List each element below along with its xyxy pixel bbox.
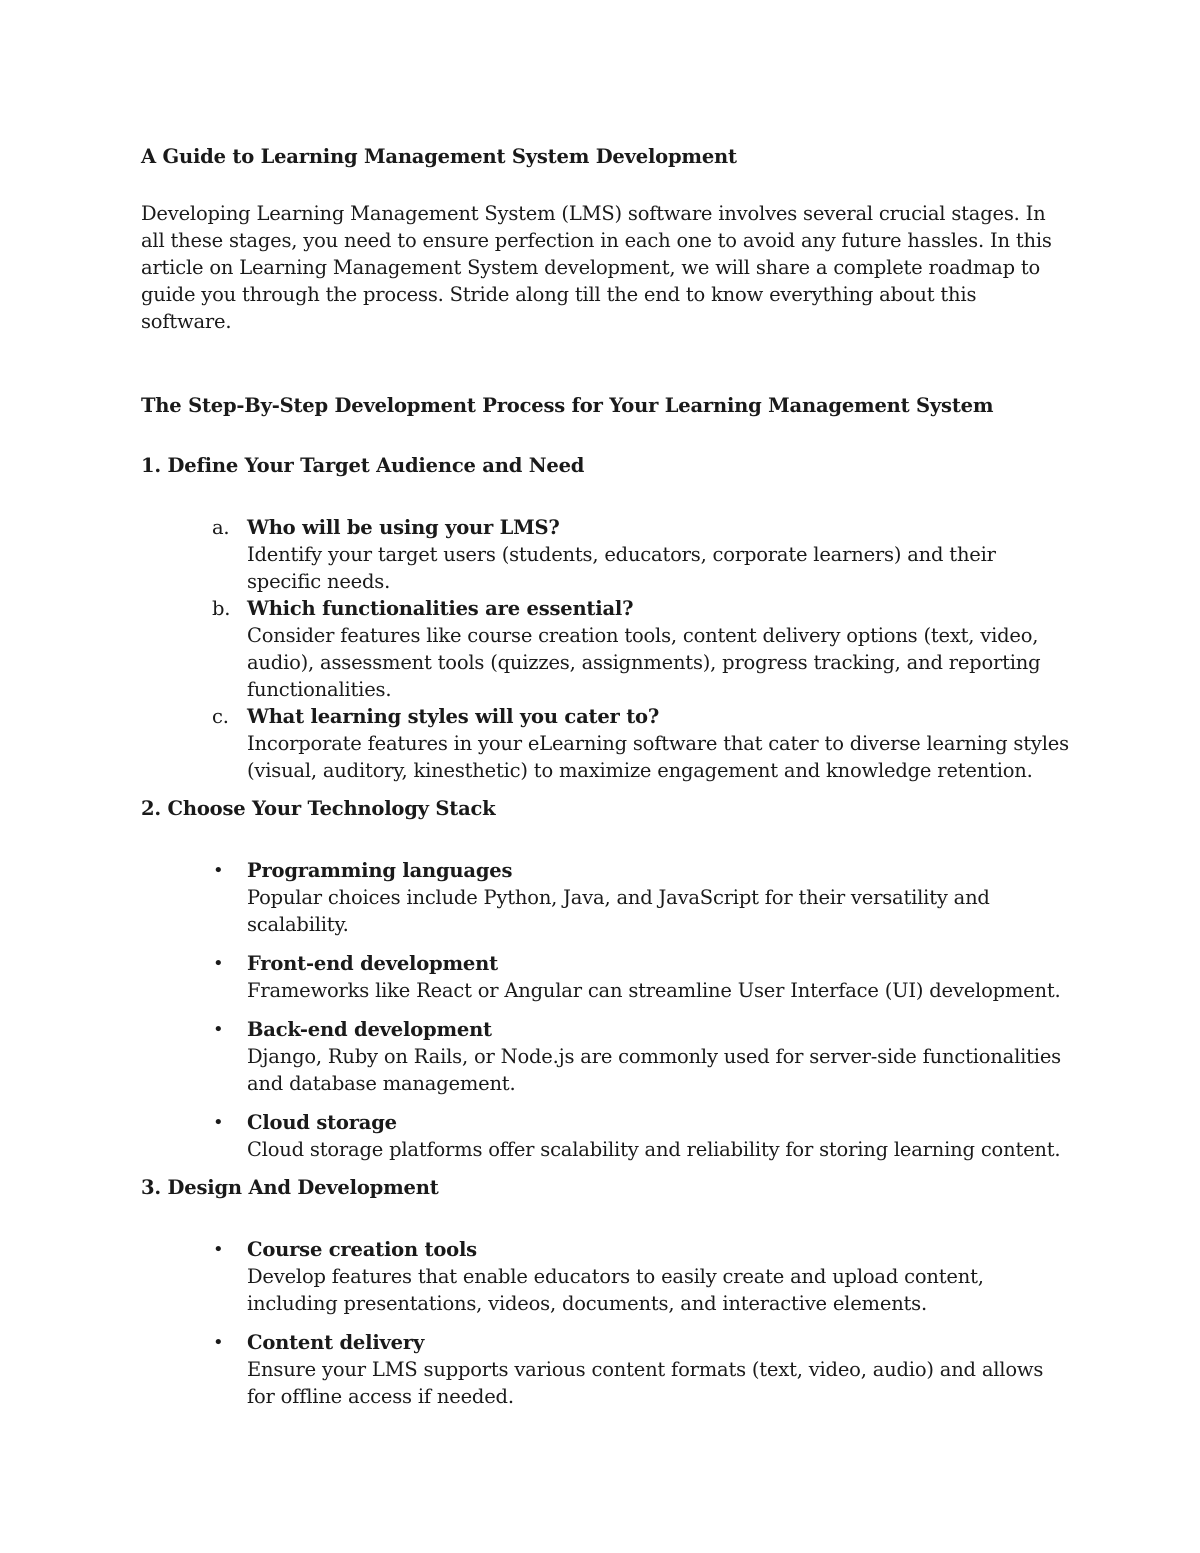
item-title: Who will be using your LMS? bbox=[247, 516, 560, 539]
item-description: Cloud storage platforms offer scalability and reliability for storing learning content. bbox=[247, 1138, 1061, 1161]
item-title: Back-end development bbox=[247, 1018, 492, 1041]
section-heading-3: 3. Design And Development bbox=[141, 1176, 439, 1199]
item-description: Popular choices include Python, Java, and JavaScript for their versatility and scalability. bbox=[247, 886, 990, 936]
list-item bbox=[141, 703, 1071, 784]
list-item bbox=[141, 1016, 1071, 1097]
item-title: Cloud storage bbox=[247, 1111, 397, 1134]
item-description: Ensure your LMS supports various content formats (text, video, audio) and allows for offline access if needed. bbox=[247, 1358, 1044, 1408]
item-title: Course creation tools bbox=[247, 1238, 477, 1261]
item-title: Programming languages bbox=[247, 859, 513, 882]
item-description: Django, Ruby on Rails, or Node.js are commonly used for server-side functionalities and database management. bbox=[247, 1045, 1061, 1095]
list-marker: c. bbox=[212, 705, 229, 728]
document-title: A Guide to Learning Management System Development bbox=[141, 145, 737, 168]
list-marker: a. bbox=[212, 516, 230, 539]
list-item bbox=[141, 1109, 1071, 1163]
list-item bbox=[141, 1236, 1071, 1317]
item-title: Front-end development bbox=[247, 952, 498, 975]
bullet-icon: • bbox=[213, 1019, 224, 1040]
bullet-icon: • bbox=[213, 1239, 224, 1260]
item-description: Incorporate features in your eLearning software that cater to diverse learning styles (visual, auditory, kinesthetic) to maximize engagement and knowledge retention. bbox=[247, 732, 1069, 782]
list-marker: b. bbox=[212, 597, 231, 620]
bullet-icon: • bbox=[213, 1332, 224, 1353]
list-item bbox=[141, 1329, 1071, 1410]
section-heading-1: 1. Define Your Target Audience and Need bbox=[141, 454, 585, 477]
document-page bbox=[141, 143, 1071, 1410]
list-item bbox=[141, 950, 1071, 1004]
list-item bbox=[141, 595, 1071, 703]
bullet-icon: • bbox=[213, 1112, 224, 1133]
process-heading: The Step-By-Step Development Process for Your Learning Management System bbox=[141, 394, 994, 417]
bullet-icon: • bbox=[213, 953, 224, 974]
tech-stack-list bbox=[141, 857, 1071, 1163]
item-description: Identify your target users (students, educators, corporate learners) and their specific needs. bbox=[247, 543, 996, 593]
item-title: Content delivery bbox=[247, 1331, 425, 1354]
design-development-list bbox=[141, 1236, 1071, 1410]
list-item bbox=[141, 514, 1071, 595]
intro-paragraph: Developing Learning Management System (LMS) software involves several crucial stages. In all these stages, you need to ensure perfection in each one to avoid any future hassles. In this article on Learning Management System development, we will share a complete roadmap to guide you through the process. Stride along till the end to know everything about this software. bbox=[141, 202, 1052, 333]
item-title: Which functionalities are essential? bbox=[247, 597, 634, 620]
item-title: What learning styles will you cater to? bbox=[247, 705, 660, 728]
audience-question-list bbox=[141, 514, 1071, 784]
item-description: Develop features that enable educators to easily create and upload content, including presentations, videos, documents, and interactive elements. bbox=[247, 1265, 984, 1315]
section-heading-2: 2. Choose Your Technology Stack bbox=[141, 797, 496, 820]
item-description: Consider features like course creation tools, content delivery options (text, video, audio), assessment tools (quizzes, assignments), progress tracking, and reporting functionalities. bbox=[247, 624, 1041, 701]
bullet-icon: • bbox=[213, 860, 224, 881]
list-item bbox=[141, 857, 1071, 938]
item-description: Frameworks like React or Angular can streamline User Interface (UI) development. bbox=[247, 979, 1061, 1002]
